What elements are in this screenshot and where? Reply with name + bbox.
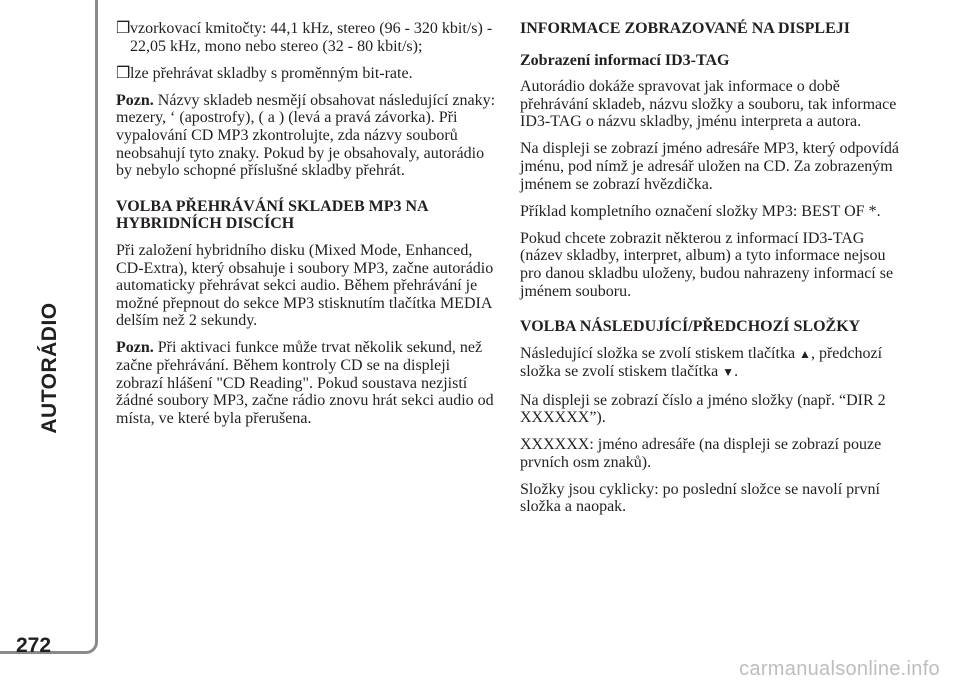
- up-arrow-icon: ▲: [799, 346, 811, 361]
- body-paragraph: Při založení hybridního disku (Mixed Mode, Enhanced, CD-Extra), který obsahuje i soubory MP3, začne autorádio automaticky přehrávat sekci audio. Během přehrávání je možné přepnout do sekce MP3 stisknutím tlačítka MEDIA delším než 2 sekundy.: [116, 241, 494, 330]
- note-paragraph: [116, 92, 498, 180]
- body-paragraph: Složky jsou cyklicky: po poslední složce se navolí první složka a naopak.: [520, 480, 880, 516]
- down-arrow-icon: ▼: [722, 365, 735, 380]
- section-heading: VOLBA PŘEHRÁVÁNÍ SKLADEB MP3 NA HYBRIDNÍCH DISCÍCH: [116, 197, 428, 233]
- body-paragraph: Autorádio dokáže spravovat jak informace o době přehrávání skladeb, názvu složky a souboru, tak informace ID3-TAG o názvu skladby, jménu interpreta a autora.: [520, 78, 897, 131]
- checkbox-bullet-icon: ❒: [116, 20, 131, 37]
- page-number: 272: [16, 634, 52, 657]
- list-item: [116, 65, 498, 83]
- note-text: Při aktivaci funkce může trvat několik sekund, než začne přehrávání. Během kontroly CD se na displeji zobrazí hlášení "CD Reading". Pokud soustava nezjistí žádné soubory MP3, začne rádio znovu hrát sekci audio od místa, ve které byla přerušena.: [116, 339, 494, 427]
- body-text: , předchozí složka se zvolí stiskem tlačítka: [520, 344, 883, 381]
- body-paragraph: Pokud chcete zobrazit některou z informací ID3-TAG (název skladby, interpret, album) a tyto informace nejsou pro danou skladbu uloženy, budou nahrazeny informací se jménem souboru.: [520, 229, 894, 300]
- note-paragraph: [116, 339, 498, 427]
- list-item: [116, 20, 498, 55]
- note-lead: Pozn.: [116, 91, 154, 109]
- body-text: .: [734, 363, 739, 381]
- body-paragraph: XXXXXX: jméno adresáře (na displeji se zobrazí pouze prvních osm znaků).: [520, 436, 882, 471]
- left-column: [116, 20, 498, 437]
- section-heading: VOLBA NÁSLEDUJÍCÍ/PŘEDCHOZÍ SLOŽKY: [520, 318, 861, 336]
- note-lead: Pozn.: [116, 339, 154, 357]
- subsection-heading: Zobrazení informací ID3-TAG: [520, 51, 730, 69]
- bullet-text: lze přehrávat skladby s proměnným bit-rate.: [130, 64, 413, 82]
- body-text: Následující složka se zvolí stiskem tlačítka: [520, 344, 800, 362]
- right-column: [520, 20, 900, 526]
- body-paragraph: Na displeji se zobrazí číslo a jméno složky (např. “DIR 2 XXXXXX”).: [520, 391, 886, 427]
- body-paragraph: Na displeji se zobrazí jméno adresáře MP3, který odpovídá jménu, pod nímž je adresář uložen na CD. Za zobrazeným jménem se zobrazí hvězdička.: [520, 140, 899, 193]
- body-paragraph: [520, 345, 900, 382]
- note-text: Názvy skladeb nesmějí obsahovat následující znaky: mezery, ‘ (apostrofy), ( a ) (levá a pravá závorka). Při vypalování CD MP3 zkontrolujte, zda názvy souborů neobsahují tyto znaky. Pokud by je obsahovaly, autorádio by nebylo schopné příslušné skladby přehrát.: [116, 91, 496, 180]
- page-side-tab: [0, 0, 98, 657]
- section-label: AUTORÁDIO: [38, 302, 61, 434]
- section-heading: INFORMACE ZOBRAZOVANÉ NA DISPLEJI: [520, 20, 850, 37]
- checkbox-bullet-icon: ❒: [116, 64, 131, 82]
- body-paragraph: Příklad kompletního označení složky MP3: BEST OF *.: [520, 202, 881, 220]
- watermark: carmanualsonline.info: [739, 658, 940, 680]
- bullet-text: vzorkovací kmitočty: 44,1 kHz, stereo (96 - 320 kbit/s) - 22,05 kHz, mono nebo stereo (32 - 80 kbit/s);: [130, 20, 493, 55]
